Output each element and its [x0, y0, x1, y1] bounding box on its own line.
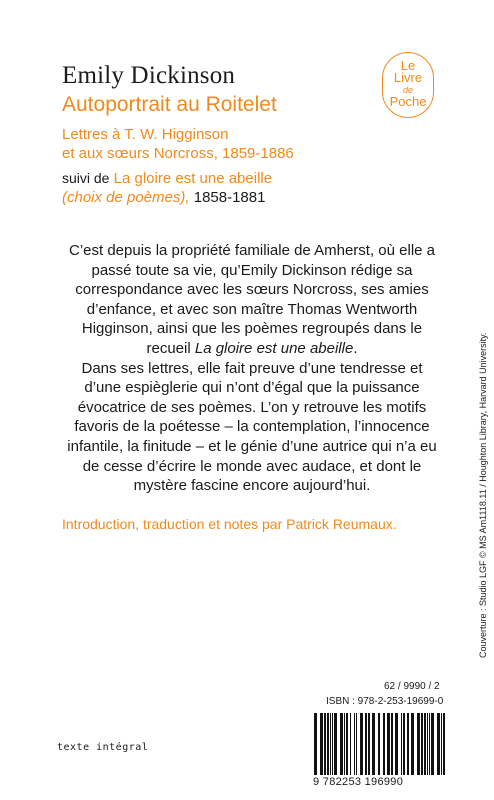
choix-label: (choix de poèmes),	[62, 189, 190, 206]
second-years: 1858-1881	[189, 189, 266, 206]
cover-credit: Couverture : Studio LGF © MS Am1118.11 / Houghton Library, Harvard University.	[478, 332, 488, 658]
second-title: La gloire est une abeille	[113, 170, 273, 187]
subtitle-line-1: Lettres à T. W. Higginson	[62, 126, 229, 143]
choix-line	[62, 189, 265, 206]
isbn-barcode	[312, 713, 450, 775]
blurb-p1-italic: La gloire est une abeille	[194, 339, 354, 357]
barcode-digits: 9 782253 196990	[313, 776, 404, 788]
blurb-p1-text: C’est depuis la propriété familiale de Amherst, où elle a passé toute sa vie, qu’Emily Dickinson rédige sa correspondance avec les sœurs Norcross, ses amies d’enfance, et avec son maître Thomas Wentworth Higginson, ainsi que les poèmes regroupés dans le recueil	[68, 242, 436, 357]
back-cover-blurb	[62, 241, 442, 496]
author-name: Emily Dickinson	[62, 62, 236, 89]
logo-line-2: Livre	[393, 70, 423, 85]
suivi-de-label: suivi de	[62, 170, 110, 186]
blurb-paragraph-2: Dans ses lettres, elle fait preuve d’une tendresse et d’une espièglerie qui n’ont d’égal que la puissance évocatrice de ses poèmes. L’on y retrouve les motifs favoris de la poétesse – la contemplation, l’innocence infantile, la finitude – et le génie d’une autrice qui n’a eu de cesse d’écrire le monde avec audace, et dont le mystère fascine encore aujourd’hui.	[67, 359, 437, 495]
translation-credits: Introduction, traduction et notes par Patrick Reumaux.	[62, 516, 397, 532]
isbn-text: ISBN : 978-2-253-19699-0	[326, 696, 444, 707]
blurb-paragraph-1	[62, 241, 442, 359]
book-title: Autoportrait au Roitelet	[62, 93, 277, 116]
subtitle-line-2: et aux sœurs Norcross, 1859-1886	[62, 145, 294, 162]
logo-line-3: de	[402, 85, 413, 95]
le-livre-de-poche-logo	[382, 52, 434, 118]
blurb-p1-end: .	[353, 339, 358, 357]
suivi-de-line	[62, 170, 272, 187]
texte-integral-label: texte intégral	[57, 742, 149, 753]
logo-line-1: Le	[400, 58, 416, 73]
logo-line-4: Poche	[389, 94, 427, 109]
price-code: 62 / 9990 / 2	[384, 681, 440, 692]
